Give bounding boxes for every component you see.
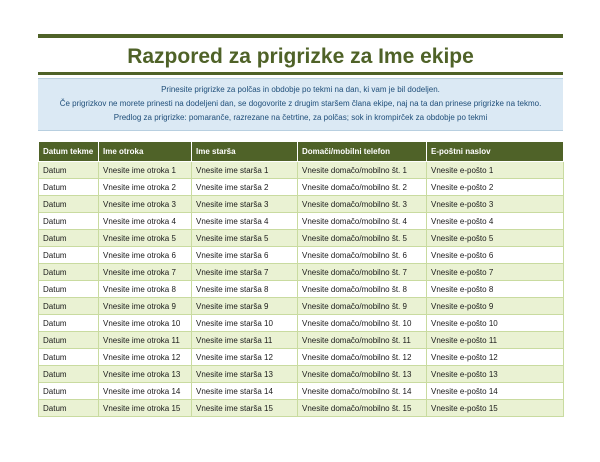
cell-phone[interactable]: Vnesite domačo/mobilno št. 14 <box>298 383 427 400</box>
cell-match-date[interactable]: Datum <box>39 281 99 298</box>
cell-email[interactable]: Vnesite e-pošto 8 <box>427 281 564 298</box>
table-row <box>39 366 564 383</box>
cell-email[interactable]: Vnesite e-pošto 11 <box>427 332 564 349</box>
instruction-line[interactable]: Prinesite prigrizke za polčas in obdobje po tekmi na dan, ki vam je bil dodeljen. <box>161 85 440 94</box>
cell-child-name[interactable]: Vnesite ime otroka 8 <box>99 281 192 298</box>
cell-parent-name[interactable]: Vnesite ime starša 15 <box>192 400 298 417</box>
cell-email[interactable]: Vnesite e-pošto 4 <box>427 213 564 230</box>
cell-phone[interactable]: Vnesite domačo/mobilno št. 1 <box>298 162 427 179</box>
cell-match-date[interactable]: Datum <box>39 400 99 417</box>
cell-email[interactable]: Vnesite e-pošto 2 <box>427 179 564 196</box>
table-row <box>39 383 564 400</box>
header-email[interactable]: E-poštni naslov <box>427 142 564 162</box>
cell-parent-name[interactable]: Vnesite ime starša 10 <box>192 315 298 332</box>
cell-match-date[interactable]: Datum <box>39 383 99 400</box>
cell-match-date[interactable]: Datum <box>39 298 99 315</box>
cell-child-name[interactable]: Vnesite ime otroka 1 <box>99 162 192 179</box>
cell-phone[interactable]: Vnesite domačo/mobilno št. 8 <box>298 281 427 298</box>
cell-match-date[interactable]: Datum <box>39 315 99 332</box>
cell-match-date[interactable]: Datum <box>39 349 99 366</box>
cell-parent-name[interactable]: Vnesite ime starša 4 <box>192 213 298 230</box>
cell-parent-name[interactable]: Vnesite ime starša 12 <box>192 349 298 366</box>
cell-parent-name[interactable]: Vnesite ime starša 5 <box>192 230 298 247</box>
table-row <box>39 315 564 332</box>
cell-email[interactable]: Vnesite e-pošto 3 <box>427 196 564 213</box>
cell-parent-name[interactable]: Vnesite ime starša 13 <box>192 366 298 383</box>
cell-email[interactable]: Vnesite e-pošto 12 <box>427 349 564 366</box>
cell-email[interactable]: Vnesite e-pošto 15 <box>427 400 564 417</box>
cell-parent-name[interactable]: Vnesite ime starša 11 <box>192 332 298 349</box>
instruction-line[interactable]: Če prigrizkov ne morete prinesti na dodeljeni dan, se dogovorite z drugim staršem člana ekipe, naj na ta dan prinese prigrizke na tekmo. <box>59 99 542 108</box>
cell-child-name[interactable]: Vnesite ime otroka 13 <box>99 366 192 383</box>
header-phone[interactable]: Domači/mobilni telefon <box>298 142 427 162</box>
cell-phone[interactable]: Vnesite domačo/mobilno št. 3 <box>298 196 427 213</box>
table-row <box>39 298 564 315</box>
header-parent-name[interactable]: Ime starša <box>192 142 298 162</box>
title-top-rule <box>38 34 563 38</box>
cell-email[interactable]: Vnesite e-pošto 10 <box>427 315 564 332</box>
cell-email[interactable]: Vnesite e-pošto 6 <box>427 247 564 264</box>
cell-child-name[interactable]: Vnesite ime otroka 4 <box>99 213 192 230</box>
instruction-line[interactable]: Predlog za prigrizke: pomaranče, razrezane na četrtine, za polčas; sok in krompirček za obdobje po tekmi <box>113 113 488 122</box>
table-body <box>39 162 564 417</box>
cell-parent-name[interactable]: Vnesite ime starša 9 <box>192 298 298 315</box>
cell-child-name[interactable]: Vnesite ime otroka 9 <box>99 298 192 315</box>
cell-child-name[interactable]: Vnesite ime otroka 5 <box>99 230 192 247</box>
cell-child-name[interactable]: Vnesite ime otroka 14 <box>99 383 192 400</box>
cell-email[interactable]: Vnesite e-pošto 7 <box>427 264 564 281</box>
cell-match-date[interactable]: Datum <box>39 162 99 179</box>
table-row <box>39 213 564 230</box>
table-header-row <box>39 142 564 162</box>
cell-match-date[interactable]: Datum <box>39 196 99 213</box>
title-bottom-rule <box>38 72 563 75</box>
cell-child-name[interactable]: Vnesite ime otroka 11 <box>99 332 192 349</box>
table-row <box>39 247 564 264</box>
cell-child-name[interactable]: Vnesite ime otroka 12 <box>99 349 192 366</box>
table-row <box>39 332 564 349</box>
cell-phone[interactable]: Vnesite domačo/mobilno št. 7 <box>298 264 427 281</box>
instructions-box <box>38 78 563 131</box>
cell-parent-name[interactable]: Vnesite ime starša 1 <box>192 162 298 179</box>
cell-parent-name[interactable]: Vnesite ime starša 6 <box>192 247 298 264</box>
cell-phone[interactable]: Vnesite domačo/mobilno št. 13 <box>298 366 427 383</box>
cell-email[interactable]: Vnesite e-pošto 5 <box>427 230 564 247</box>
table-row <box>39 264 564 281</box>
cell-child-name[interactable]: Vnesite ime otroka 15 <box>99 400 192 417</box>
cell-child-name[interactable]: Vnesite ime otroka 10 <box>99 315 192 332</box>
page-title[interactable]: Razpored za prigrizke za Ime ekipe <box>127 45 474 68</box>
table-row <box>39 349 564 366</box>
cell-child-name[interactable]: Vnesite ime otroka 6 <box>99 247 192 264</box>
table-row <box>39 230 564 247</box>
cell-match-date[interactable]: Datum <box>39 179 99 196</box>
cell-phone[interactable]: Vnesite domačo/mobilno št. 10 <box>298 315 427 332</box>
cell-parent-name[interactable]: Vnesite ime starša 7 <box>192 264 298 281</box>
table-row <box>39 281 564 298</box>
cell-match-date[interactable]: Datum <box>39 247 99 264</box>
cell-match-date[interactable]: Datum <box>39 366 99 383</box>
header-match-date[interactable]: Datum tekme <box>39 142 99 162</box>
cell-phone[interactable]: Vnesite domačo/mobilno št. 9 <box>298 298 427 315</box>
cell-phone[interactable]: Vnesite domačo/mobilno št. 5 <box>298 230 427 247</box>
cell-parent-name[interactable]: Vnesite ime starša 2 <box>192 179 298 196</box>
snack-schedule-table <box>38 142 564 417</box>
cell-email[interactable]: Vnesite e-pošto 1 <box>427 162 564 179</box>
cell-phone[interactable]: Vnesite domačo/mobilno št. 2 <box>298 179 427 196</box>
document-page <box>38 34 563 417</box>
cell-parent-name[interactable]: Vnesite ime starša 3 <box>192 196 298 213</box>
cell-child-name[interactable]: Vnesite ime otroka 7 <box>99 264 192 281</box>
cell-match-date[interactable]: Datum <box>39 332 99 349</box>
cell-phone[interactable]: Vnesite domačo/mobilno št. 6 <box>298 247 427 264</box>
cell-parent-name[interactable]: Vnesite ime starša 14 <box>192 383 298 400</box>
cell-email[interactable]: Vnesite e-pošto 9 <box>427 298 564 315</box>
cell-phone[interactable]: Vnesite domačo/mobilno št. 15 <box>298 400 427 417</box>
table-row <box>39 400 564 417</box>
cell-phone[interactable]: Vnesite domačo/mobilno št. 11 <box>298 332 427 349</box>
table-row <box>39 196 564 213</box>
cell-child-name[interactable]: Vnesite ime otroka 2 <box>99 179 192 196</box>
cell-parent-name[interactable]: Vnesite ime starša 8 <box>192 281 298 298</box>
cell-phone[interactable]: Vnesite domačo/mobilno št. 4 <box>298 213 427 230</box>
cell-child-name[interactable]: Vnesite ime otroka 3 <box>99 196 192 213</box>
table-row <box>39 179 564 196</box>
cell-phone[interactable]: Vnesite domačo/mobilno št. 12 <box>298 349 427 366</box>
header-child-name[interactable]: Ime otroka <box>99 142 192 162</box>
table-row <box>39 162 564 179</box>
cell-match-date[interactable]: Datum <box>39 230 99 247</box>
cell-email[interactable]: Vnesite e-pošto 14 <box>427 383 564 400</box>
cell-match-date[interactable]: Datum <box>39 264 99 281</box>
cell-email[interactable]: Vnesite e-pošto 13 <box>427 366 564 383</box>
cell-match-date[interactable]: Datum <box>39 213 99 230</box>
